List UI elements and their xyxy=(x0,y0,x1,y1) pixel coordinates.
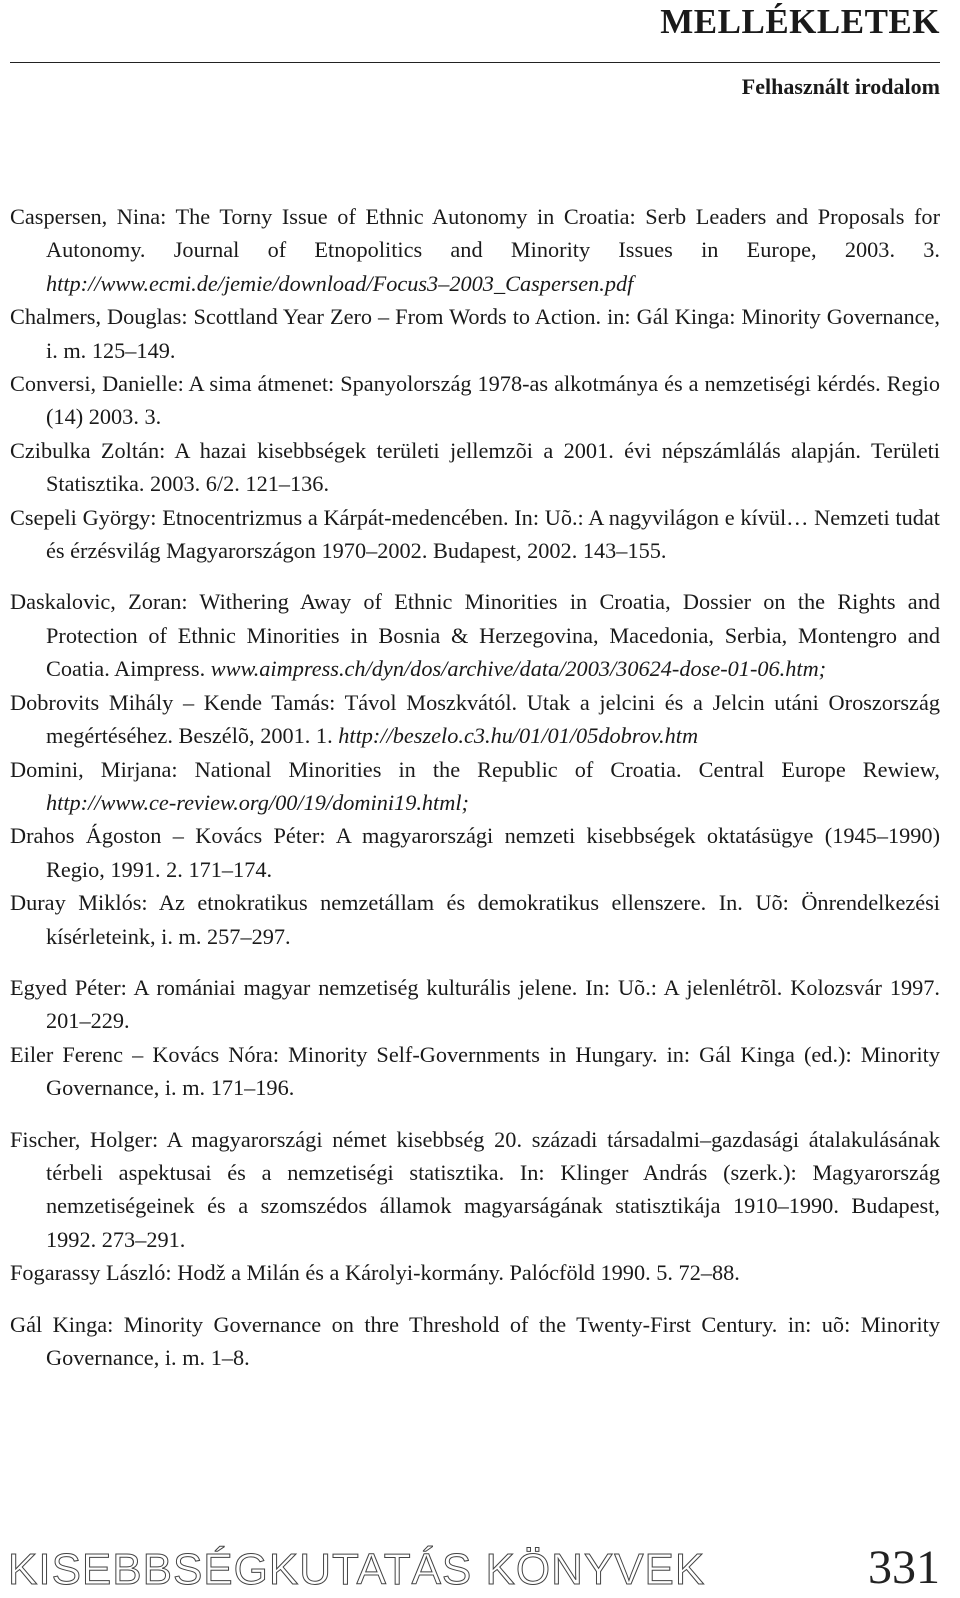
reference-text: Egyed Péter: A romániai magyar nemzetiség kulturális jelene. In: Uõ.: A jelenlétrõl. Kolozsvár 1997. 201–229. xyxy=(10,974,940,1034)
reference-item xyxy=(10,367,940,434)
reference-item xyxy=(10,1123,940,1257)
reference-url: www.aimpress.ch/dyn/dos/archive/data/2003/30624-dose-01-06.htm; xyxy=(210,656,827,682)
reference-item xyxy=(10,1256,940,1289)
reference-text: Gál Kinga: Minority Governance on thre Threshold of the Twenty-First Century. in: uõ: Minority Governance, i. m. 1–8. xyxy=(10,1311,940,1370)
series-name: KISEBBSÉGKUTATÁS KÖNYVEK xyxy=(8,1545,706,1594)
reference-item xyxy=(10,200,940,300)
header-divider xyxy=(10,62,940,63)
reference-text: Eiler Ferenc – Kovács Nóra: Minority Self-Governments in Hungary. in: Gál Kinga (ed.): Minority Governance, i. m. 171–196. xyxy=(10,1041,940,1101)
reference-item xyxy=(10,585,940,685)
section-subtitle: Felhasznált irodalom xyxy=(741,74,940,99)
reference-text: Domini, Mirjana: National Minorities in the Republic of Croatia. Central Europe Rewiew, xyxy=(10,756,940,782)
reference-item xyxy=(10,753,940,820)
reference-text: Csepeli György: Etnocentrizmus a Kárpát-medencében. In: Uõ.: A nagyvilágon e kívül… Nemzeti tudat és érzésvilág Magyarországon 1970–2002. Budapest, 2002. 143–155. xyxy=(10,504,940,564)
section-title: MELLÉKLETEK xyxy=(660,2,940,41)
reference-text: Duray Miklós: Az etnokratikus nemzetállam és demokratikus ellenszere. In. Uõ: Önrendelkezési kísérleteink, i. m. 257–297. xyxy=(10,890,940,949)
reference-text: Chalmers, Douglas: Scottland Year Zero – From Words to Action. in: Gál Kinga: Minority Governance, i. m. 125–149. xyxy=(10,304,940,363)
reference-url: http://beszelo.c3.hu/01/01/05dobrov.htm xyxy=(338,723,699,749)
reference-text: Daskalovic, Zoran: Withering Away of Ethnic Minorities in Croatia, Dossier on the Rights and Protection of Ethnic Minorities in Bosnia & Herzegovina, Macedonia, Serbia, Montengro and Coatia. Aimpress. xyxy=(10,589,940,682)
reference-text: Czibulka Zoltán: A hazai kisebbségek területi jellemzõi a 2001. évi népszámlálás alapján. Területi Statisztika. 2003. 6/2. 121–136. xyxy=(10,437,940,497)
reference-text: Fischer, Holger: A magyarországi német kisebbség 20. századi társadalmi–gazdasági átalakulásának térbeli aspektusai és a nemzetiségi statisztika. In: Klinger András (szerk.): Magyarország nemzetiségeinek és a szomszédos államok magyarságának statisztikája 1910–1990. Budapest, 1992. 273–291. xyxy=(10,1126,940,1252)
reference-url: http://www.ecmi.de/jemie/download/Focus3–2003_Caspersen.pdf xyxy=(46,270,634,296)
reference-text: Fogarassy László: Hodž a Milán és a Károlyi-kormány. Palócföld 1990. 5. 72–88. xyxy=(10,1260,740,1286)
reference-item xyxy=(10,819,940,886)
reference-text: Conversi, Danielle: A sima átmenet: Spanyolország 1978-as alkotmánya és a nemzetiségi kérdés. Regio (14) 2003. 3. xyxy=(10,371,940,430)
page-number: 331 xyxy=(868,1541,940,1594)
reference-item xyxy=(10,434,940,501)
reference-url: http://www.ce-review.org/00/19/domini19.html; xyxy=(46,789,469,815)
reference-item xyxy=(10,501,940,568)
reference-item xyxy=(10,886,940,953)
reference-item xyxy=(10,1038,940,1105)
reference-text: Caspersen, Nina: The Torny Issue of Ethnic Autonomy in Croatia: Serb Leaders and Proposals for Autonomy. Journal of Etnopolitics and Minority Issues in Europe, 2003. 3. xyxy=(10,204,940,263)
reference-item xyxy=(10,971,940,1038)
reference-text: Drahos Ágoston – Kovács Péter: A magyarországi nemzeti kisebbségek oktatásügye (1945–1990) Regio, 1991. 2. 171–174. xyxy=(10,823,940,882)
reference-list xyxy=(10,200,940,1374)
reference-item xyxy=(10,300,940,367)
reference-item xyxy=(10,686,940,753)
reference-text: Dobrovits Mihály – Kende Tamás: Távol Moszkvától. Utak a jelcini és a Jelcin utáni Oroszország megértéséhez. Beszélõ, 2001. 1. xyxy=(10,689,940,749)
reference-item xyxy=(10,1308,940,1375)
